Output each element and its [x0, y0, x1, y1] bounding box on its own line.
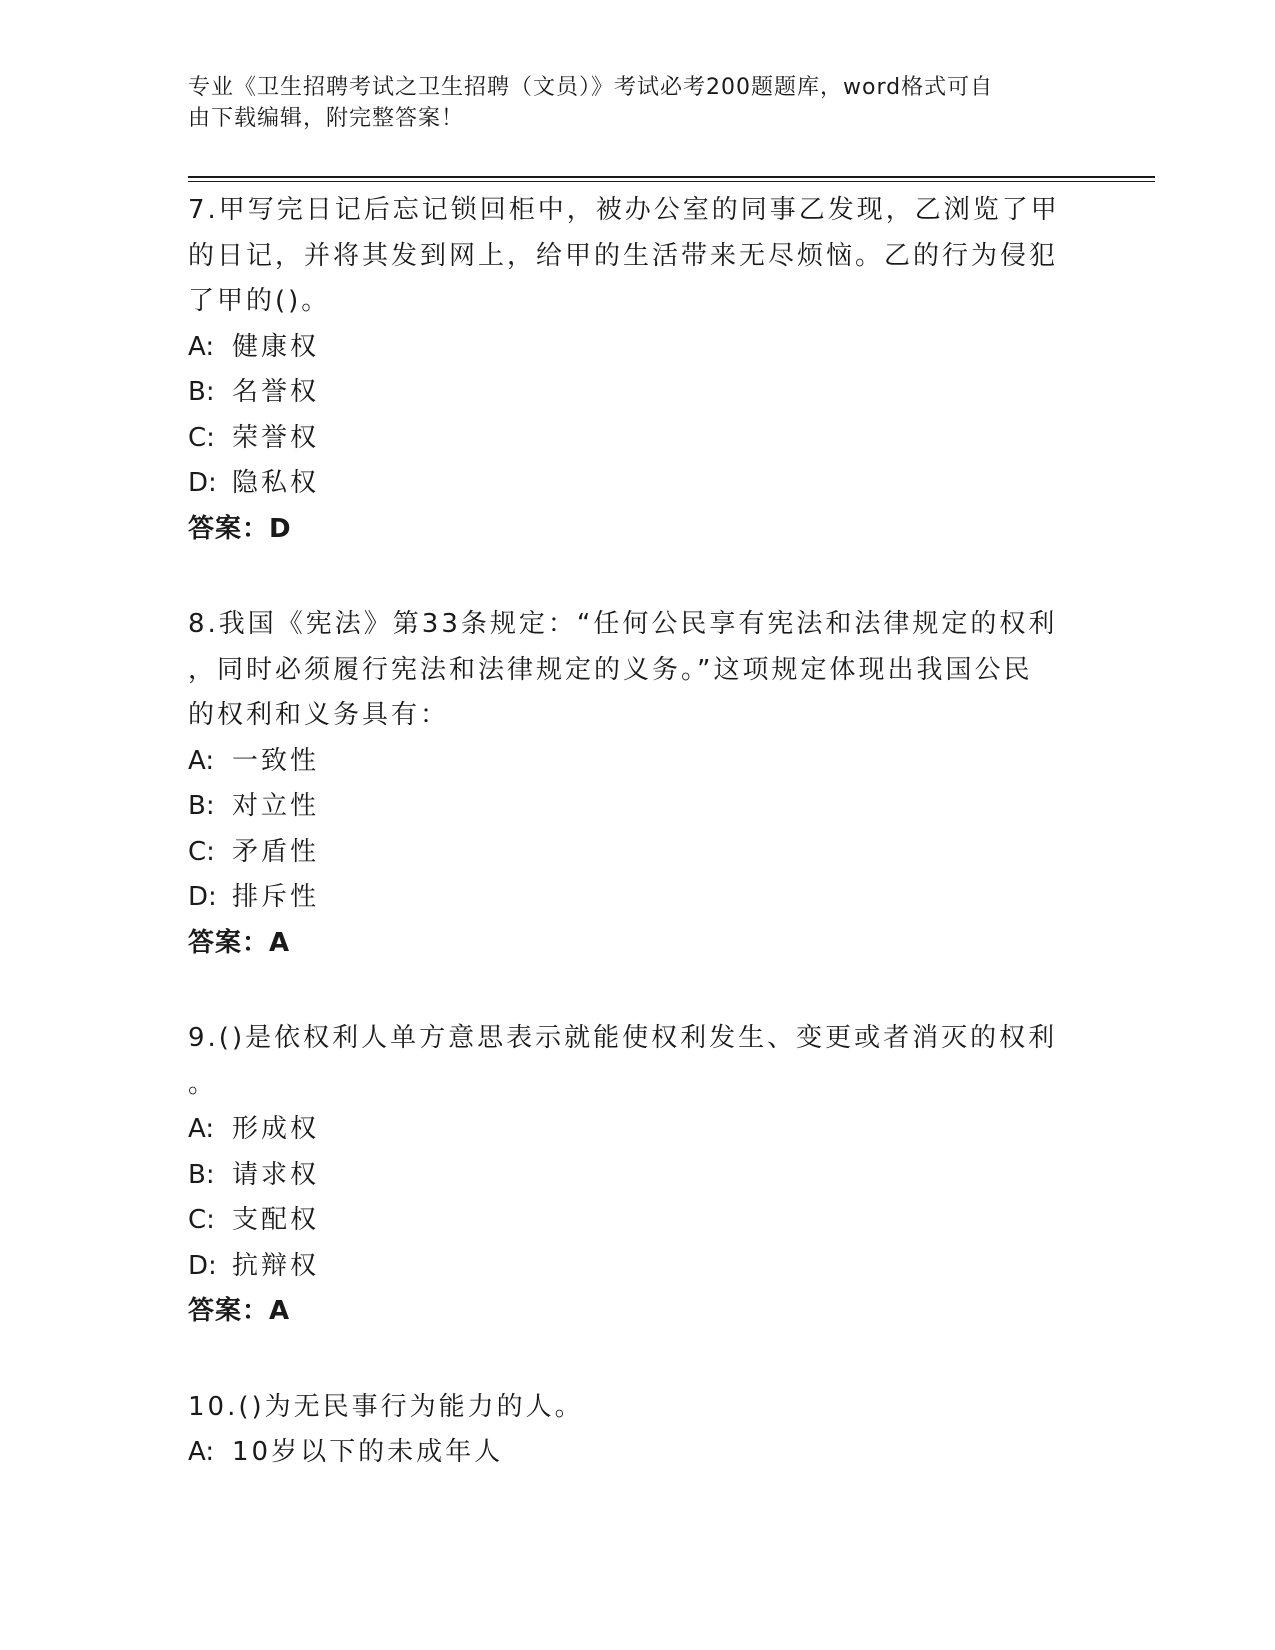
option-text: 抗辩权 [232, 1250, 320, 1281]
question-stem: 8.我国《宪法》第33条规定：“任何公民享有宪法和法律规定的权利 ，同时必须履行宪法和法律规定的义务。”这项规定体现出我国公民 的权利和义务具有： [188, 609, 1058, 730]
option-b [188, 784, 1088, 830]
question-item [188, 1385, 1088, 1476]
option-text: 健康权 [232, 331, 320, 362]
header-line-1: 专业《卫生招聘考试之卫生招聘（文员）》考试必考200题题库，word格式可自 [188, 75, 994, 100]
option-c [188, 416, 1088, 462]
header-line-2: 由下载编辑，附完整答案！ [188, 106, 465, 131]
option-letter: D: [188, 468, 217, 498]
option-text: 一致性 [232, 745, 320, 776]
header-divider-thick [188, 176, 1155, 178]
header-divider-thin [188, 181, 1155, 182]
option-d [188, 1244, 1088, 1290]
option-c [188, 830, 1088, 876]
option-a [188, 1107, 1088, 1153]
option-text: 10岁以下的未成年人 [232, 1437, 504, 1467]
question-stem: 10.()为无民事行为能力的人。 [188, 1391, 584, 1422]
option-letter: A: [188, 1114, 215, 1144]
question-stem: 9.()是依权利人单方意思表示就能使权利发生、变更或者消灭的权利 。 [188, 1023, 1058, 1099]
answer-line: 答案：A [188, 1296, 291, 1326]
option-b [188, 1153, 1088, 1199]
option-text: 矛盾性 [232, 836, 320, 867]
option-text: 荣誉权 [232, 422, 320, 453]
document-header [188, 72, 1068, 134]
option-text: 支配权 [232, 1205, 320, 1235]
option-a [188, 325, 1088, 371]
option-letter: B: [188, 1159, 215, 1190]
option-a [188, 1430, 1088, 1476]
answer-line: 答案：D [188, 513, 292, 544]
option-letter: B: [188, 791, 215, 821]
question-list [188, 188, 1088, 1526]
question-item [188, 1016, 1088, 1335]
option-d [188, 875, 1088, 921]
option-a [188, 739, 1088, 785]
option-b [188, 370, 1088, 416]
option-d [188, 461, 1088, 507]
option-letter: A: [188, 1437, 215, 1467]
option-text: 名誉权 [232, 377, 320, 407]
option-text: 请求权 [232, 1159, 320, 1190]
option-letter: C: [188, 836, 215, 867]
option-letter: C: [188, 1205, 215, 1235]
option-c [188, 1198, 1088, 1244]
option-letter: D: [188, 882, 217, 912]
option-text: 对立性 [232, 791, 320, 821]
option-letter: D: [188, 1250, 217, 1281]
option-letter: A: [188, 331, 215, 362]
option-text: 形成权 [232, 1114, 320, 1144]
question-item [188, 188, 1088, 552]
option-letter: B: [188, 377, 215, 407]
option-text: 隐私权 [232, 468, 320, 498]
option-text: 排斥性 [232, 882, 320, 912]
question-item [188, 602, 1088, 966]
question-stem: 7.甲写完日记后忘记锁回柜中，被办公室的同事乙发现，乙浏览了甲 的日记，并将其发到网上，给甲的生活带来无尽烦恼。乙的行为侵犯 了甲的()。 [188, 195, 1060, 316]
answer-line: 答案：A [188, 927, 291, 958]
option-letter: A: [188, 745, 215, 776]
option-letter: C: [188, 422, 215, 453]
